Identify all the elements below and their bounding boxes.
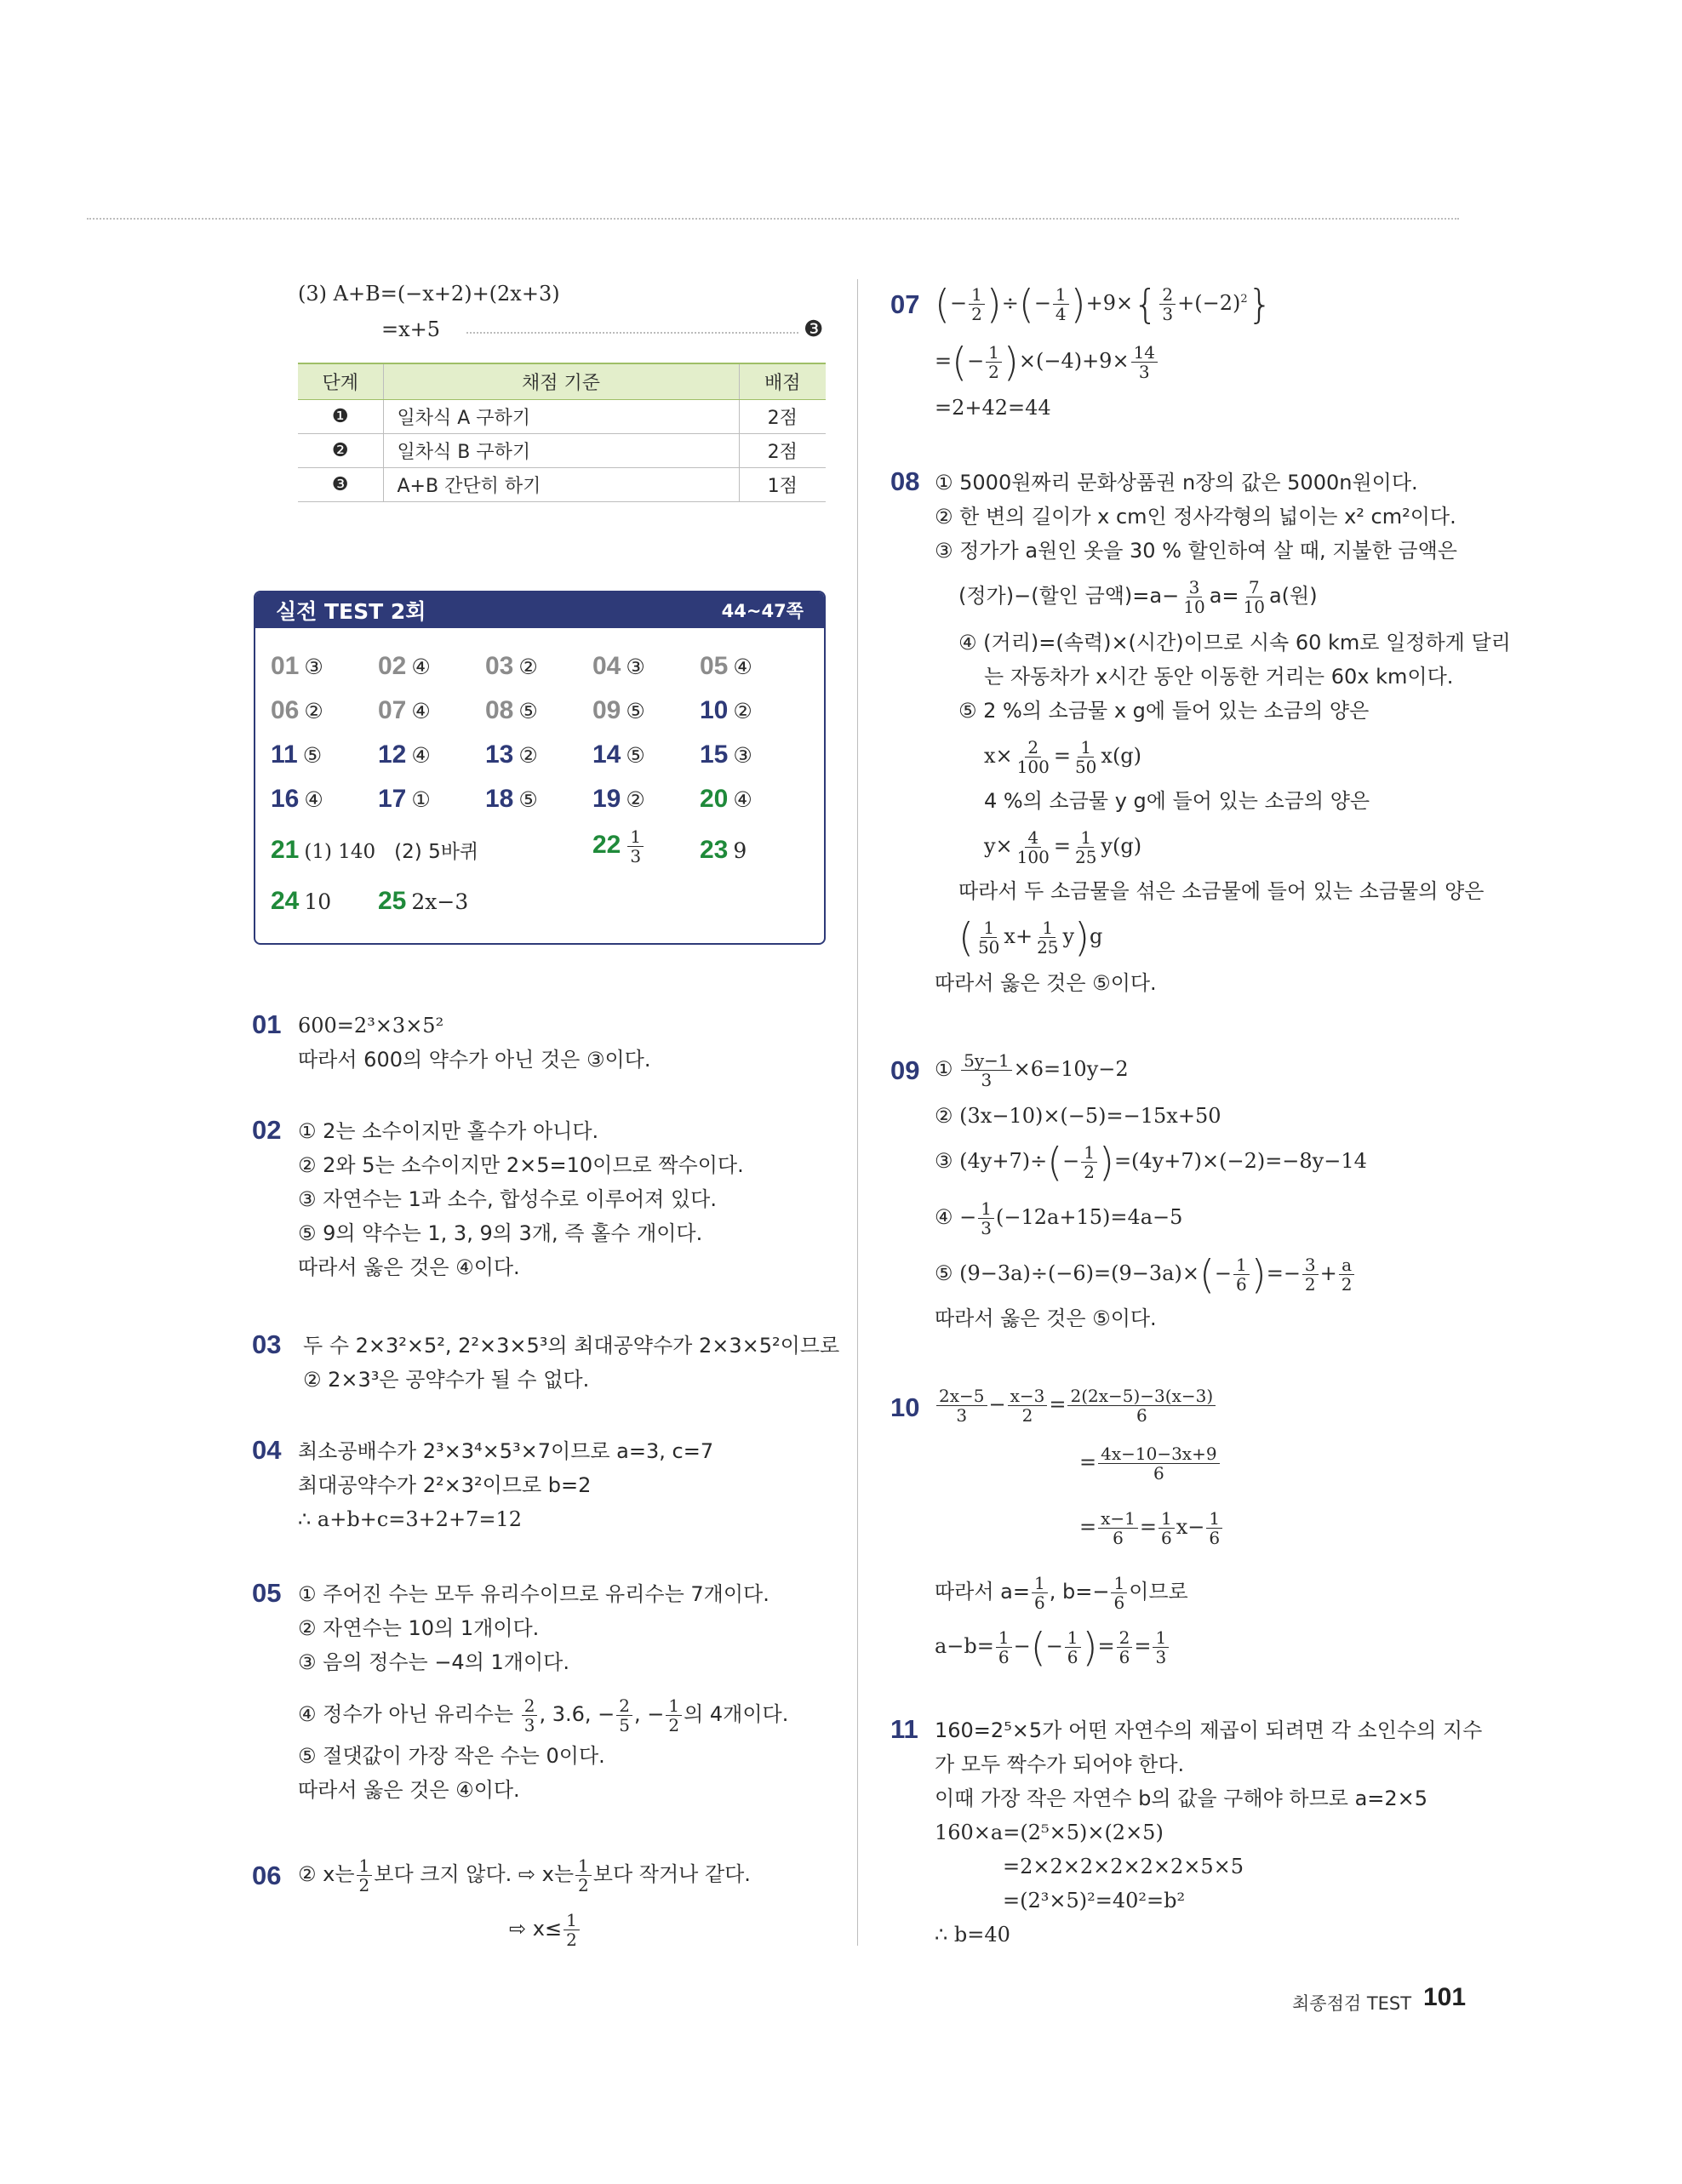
grading-table — [298, 363, 826, 502]
q05-line: ① 주어진 수는 모두 유리수이므로 유리수는 7개이다. — [298, 1582, 769, 1606]
q08-line: y× $\frac{4}{100}$ = $\frac{1}{25}$ y(g) — [984, 827, 1142, 867]
col-criterion: 채점 기준 — [383, 363, 739, 399]
answer-item: 25 2x−3 — [378, 887, 469, 915]
q11-line: 가 모두 짝수가 되어야 한다. — [935, 1752, 1185, 1776]
col-points: 배점 — [739, 363, 826, 399]
q09-line: ① $\frac{5y-1}{3}$ ×6=10y−2 — [935, 1050, 1129, 1090]
col-step: 단계 — [298, 363, 383, 399]
table-row: ❷ 일차식 B 구하기 2점 — [298, 433, 826, 467]
q08-line: ③ 정가가 a원인 옷을 30 % 할인하여 살 때, 지불한 금액은 — [935, 539, 1457, 563]
answer-item: 13 ② — [485, 740, 538, 769]
q07-number: 07 — [890, 289, 920, 319]
q01-line: 600=2³×3×5² — [298, 1014, 444, 1038]
q08-line: 따라서 두 소금물을 섞은 소금물에 들어 있는 소금물의 양은 — [958, 879, 1485, 903]
top-dotted-rule — [87, 218, 1459, 220]
answer-item: 03 ② — [485, 652, 538, 680]
leader-dots — [466, 332, 798, 334]
answer-item: 09 ⑤ — [592, 696, 645, 724]
q01-line: 따라서 600의 약수가 아닌 것은 ③이다. — [298, 1048, 651, 1072]
q07-line: =2+42=44 — [935, 396, 1051, 420]
answer-item: 20 ④ — [700, 785, 752, 813]
q10-line: = $\frac{x-1}{6}$ = $\frac{1}{6}$ x− $\frac{1}{6}$ — [1079, 1503, 1224, 1551]
q06-number: 06 — [252, 1861, 282, 1890]
q02-line: ① 2는 소수이지만 홀수가 아니다. — [298, 1119, 599, 1143]
q09-line: ② (3x−10)×(−5)=−15x+50 — [935, 1104, 1221, 1128]
q11-line: =(2³×5)²=40²=b² — [1003, 1889, 1186, 1912]
answer-item: 24 10 — [271, 887, 332, 915]
q08-line: ① 5000원짜리 문화상품권 n장의 값은 5000n원이다. — [935, 471, 1418, 495]
answer-summary-box — [254, 591, 826, 945]
step-marker: ❸ — [804, 317, 824, 342]
q05-line: 따라서 옳은 것은 ④이다. — [298, 1778, 520, 1802]
q08-number: 08 — [890, 466, 920, 496]
q10-line: = $\frac{4x-10-3x+9}{6}$ — [1079, 1438, 1221, 1486]
q03-number: 03 — [252, 1329, 282, 1359]
answer-item: 16 ④ — [271, 785, 323, 813]
answer-item: 14 ⑤ — [592, 740, 645, 769]
answer-item: 19 ② — [592, 785, 645, 813]
q02-line: ② 2와 5는 소수이지만 2×5=10이므로 짝수이다. — [298, 1153, 744, 1177]
answer-item: 05 ④ — [700, 652, 752, 680]
q08-line: 따라서 옳은 것은 ⑤이다. — [935, 971, 1157, 995]
answer-item: 12 ④ — [378, 740, 431, 769]
answer-item: 22 $\frac{1}{3}$ — [592, 827, 645, 866]
answer-item: 02 ④ — [378, 652, 431, 680]
q08-line: x× $\frac{2}{100}$ = $\frac{1}{50}$ x(g) — [984, 737, 1142, 777]
q03-line: 두 수 2×3²×5², 2²×3×5³의 최대공약수가 2×3×5²이므로 — [303, 1334, 840, 1358]
column-divider — [857, 279, 858, 1946]
q11-line: =2×2×2×2×2×2×5×5 — [1003, 1855, 1244, 1878]
q07-line: =(− $\frac{1}{2}$ )×(−4)+9× $\frac{14}{3}$ — [935, 337, 1159, 385]
page-number: 101 — [1423, 1983, 1467, 2011]
q02-line: ③ 자연수는 1과 소수, 합성수로 이루어져 있다. — [298, 1187, 717, 1211]
q11-line: 160×a=(2⁵×5)×(2×5) — [935, 1821, 1164, 1844]
q05-number: 05 — [252, 1578, 282, 1608]
answer-item: 11 ⑤ — [271, 740, 323, 769]
answer-box-pages: 44~47쪽 — [721, 601, 804, 621]
q09-line: ④ − $\frac{1}{3}$ (−12a+15)=4a−5 — [935, 1198, 1183, 1238]
answer-item: 23 9 — [700, 836, 747, 864]
answer-item: 01 ③ — [271, 652, 323, 680]
table-row: ❸ A+B 간단히 하기 1점 — [298, 467, 826, 501]
q11-line: 160=2⁵×5가 어떤 자연수의 제곱이 되려면 각 소인수의 지수 — [935, 1718, 1483, 1742]
q08-line: (정가)−(할인 금액)=a− $\frac{3}{10}$ a= $\frac{7}{10}$ a(원) — [958, 576, 1318, 617]
q07-line: (− $\frac{1}{2}$ )÷(− $\frac{1}{4}$ )+9×{ $\frac{2}{3}$ $+(-2)^2$} — [935, 281, 1273, 328]
answer-box-title: 실전 TEST 2회 — [276, 599, 426, 624]
answer-item: 21 (1) 140 (2) 5바퀴 — [271, 836, 479, 864]
table-row: ❶ 일차식 A 구하기 2점 — [298, 399, 826, 433]
grading-line-2: =x+5 — [381, 317, 441, 341]
q05-line: ③ 음의 정수는 −4의 1개이다. — [298, 1650, 569, 1674]
q04-number: 04 — [252, 1435, 282, 1465]
q03-line: ② 2×3³은 공약수가 될 수 없다. — [303, 1368, 590, 1392]
answer-item: 04 ③ — [592, 652, 645, 680]
q05-line: ⑤ 절댓값이 가장 작은 수는 0이다. — [298, 1744, 605, 1768]
q10-line: a−b= $\frac{1}{6}$ −(− $\frac{1}{6}$ )= $\frac{2}{6}$ = $\frac{1}{3}$ — [935, 1622, 1170, 1670]
q02-line: ⑤ 9의 약수는 1, 3, 9의 3개, 즉 홀수 개이다. — [298, 1221, 703, 1245]
footer-label: 최종점검 TEST — [1292, 1993, 1412, 2014]
grading-line-1: (3) A+B=(−x+2)+(2x+3) — [298, 282, 560, 306]
q08-line: ② 한 변의 길이가 x cm인 정사각형의 넓이는 x² cm²이다. — [935, 505, 1456, 529]
q05-line: ② 자연수는 10의 1개이다. — [298, 1616, 540, 1640]
q08-line: ( $\frac{1}{50}$ x+ $\frac{1}{25}$ y)g — [958, 914, 1103, 961]
q11-line: ∴ b=40 — [935, 1923, 1010, 1947]
q08-line: 4 %의 소금물 y g에 들어 있는 소금의 양은 — [984, 789, 1370, 813]
q09-line: ③ (4y+7)÷(− $\frac{1}{2}$ )=(4y+7)×(−2)=−8y−14 — [935, 1139, 1367, 1186]
q09-number: 09 — [890, 1055, 920, 1085]
q06-line: ⇨ x≤ $\frac{1}{2}$ — [509, 1905, 581, 1952]
q02-line: 따라서 옳은 것은 ④이다. — [298, 1255, 520, 1279]
q08-line: ④ (거리)=(속력)×(시간)이므로 시속 60 km로 일정하게 달리 — [958, 631, 1511, 655]
q08-line: ⑤ 2 %의 소금물 x g에 들어 있는 소금의 양은 — [958, 699, 1370, 723]
q09-line: 따라서 옳은 것은 ⑤이다. — [935, 1306, 1157, 1330]
answer-box-header — [255, 592, 824, 628]
q10-line: 따라서 a= $\frac{1}{6}$ , b=− $\frac{1}{6}$ 이므로 — [935, 1572, 1188, 1613]
q04-line: 최소공배수가 2³×3⁴×5³×7이므로 a=3, c=7 — [298, 1439, 714, 1463]
q04-line: 최대공약수가 2²×3²이므로 b=2 — [298, 1473, 592, 1497]
q08-line: 는 자동차가 x시간 동안 이동한 거리는 60x km이다. — [984, 665, 1454, 689]
q01-number: 01 — [252, 1009, 282, 1039]
q11-number: 11 — [890, 1714, 918, 1744]
answer-item: 06 ② — [271, 696, 323, 724]
q10-line: $\frac{2x-5}{3}$ − $\frac{x-3}{2}$ = $\frac{2(2x-5)-3(x-3)}{6}$ — [935, 1381, 1217, 1428]
q06-line: ② x는 $\frac{1}{2}$ 보다 크지 않다. ⇨ x는 $\frac{1}{2}$ 보다 작거나 같다. — [298, 1855, 751, 1895]
answer-item: 10 ② — [700, 696, 752, 724]
q11-line: 이때 가장 작은 자연수 b의 값을 구해야 하므로 a=2×5 — [935, 1787, 1428, 1810]
q02-number: 02 — [252, 1115, 282, 1145]
answer-item: 15 ③ — [700, 740, 752, 769]
answer-item: 17 ① — [378, 785, 431, 813]
answer-item: 07 ④ — [378, 696, 431, 724]
q04-line: ∴ a+b+c=3+2+7=12 — [298, 1507, 523, 1531]
q10-number: 10 — [890, 1392, 920, 1422]
answer-item: 18 ⑤ — [485, 785, 538, 813]
answer-item: 08 ⑤ — [485, 696, 538, 724]
q09-line: ⑤ (9−3a)÷(−6)=(9−3a)×(− $\frac{1}{6}$ )=− $\frac{3}{2}$ + $\frac{a}{2}$ — [935, 1249, 1357, 1297]
q05-line: ④ 정수가 아닌 유리수는 $\frac{2}{3}$ , 3.6, − $\frac{2}{5}$ , − $\frac{1}{2}$ 의 4개이다. — [298, 1695, 789, 1735]
